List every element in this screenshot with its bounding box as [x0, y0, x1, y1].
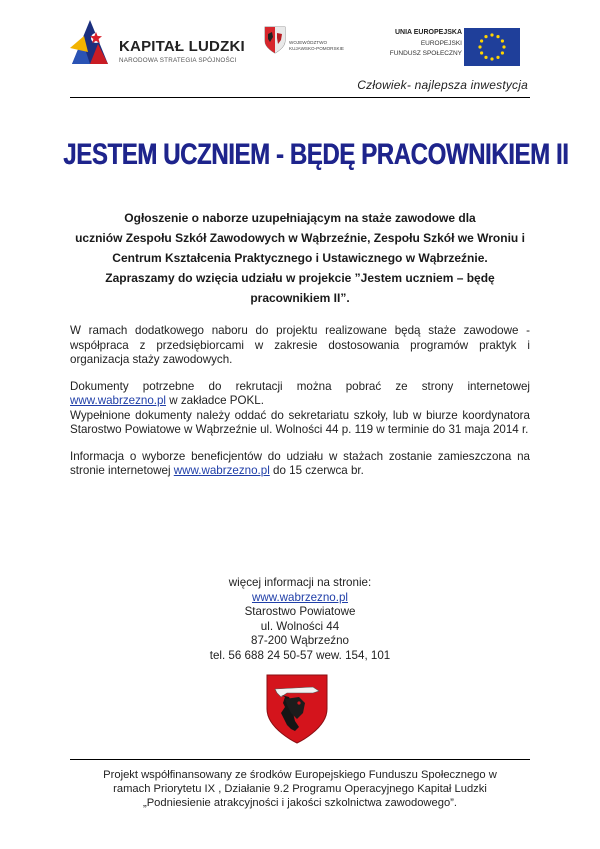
voivodeship-crest-icon [264, 26, 286, 54]
headline [0, 138, 600, 172]
intro-announcement [70, 208, 530, 308]
body-paragraph-1: W ramach dodatkowego naboru do projektu realizowane będą staże zawodowe - współpraca z przedsiębiorcami w zakresie dostosowania programów praktyk i organizacja staży zawodowych. [70, 324, 530, 366]
footer-divider [70, 759, 530, 760]
body-paragraph-4 [70, 450, 530, 479]
intro-line2: uczniów Zespołu Szkół Zawodowych w Wąbrzeźnie, Zespołu Szkół we Wroniu i [75, 231, 525, 245]
contact-street: ul. Wolności 44 [260, 619, 340, 633]
intro-line3: Centrum Kształcenia Praktycznego i Ustawicznego w Wąbrzeźnie. [112, 251, 488, 265]
kapital-ludzki-logo [68, 18, 248, 74]
kapital-ludzki-emblem-icon [68, 18, 114, 68]
wojewodztwo-logo [264, 26, 364, 70]
body-paragraph-3: Wypełnione dokumenty należy oddać do sekretariatu szkoły, lub w biurze koordynatora Starostwo Powiatowe w Wąbrzeźnie ul. Wolności 44 p. 119 w terminie do 31 maja 2014 r. [70, 408, 530, 436]
wojewodztwo-line2: KUJAWSKO-POMORSKIE [289, 46, 344, 51]
body-p2-text: Dokumenty potrzebne do rekrutacji można pobrać ze strony internetowej [70, 379, 530, 393]
body-p2-after: w zakładce POKL. [166, 394, 264, 407]
headline-text: JESTEM UCZNIEM - BĘDĘ PRACOWNIKIEM II [63, 138, 569, 171]
body-p4-text: Informacja o wyborze beneficjentów do udziału w stażach zostanie zamieszczona na stronie internetowej [70, 449, 530, 477]
footer-line1: Projekt współfinansowany ze środków Europejskiego Funduszu Społecznego w [103, 769, 497, 781]
contact-info [0, 576, 600, 663]
body-text [70, 324, 530, 491]
unia-europejska-logo [374, 28, 534, 72]
ue-name-line3: FUNDUSZ SPOŁECZNY [389, 50, 462, 57]
ue-name-line1: UNIA EUROPEJSKA [394, 29, 462, 36]
body-paragraph-2 [70, 380, 530, 409]
header-divider [70, 97, 530, 98]
wojewodztwo-text [289, 40, 344, 52]
kapital-ludzki-subtitle: NARODOWA STRATEGIA SPÓJNOŚCI [119, 57, 237, 64]
slogan: Człowiek- najlepsza inwestycja [357, 78, 528, 92]
intro-line4: Zapraszamy do wzięcia udziału w projekcie ”Jestem uczniem – będę [105, 271, 495, 285]
contact-phone: tel. 56 688 24 50-57 wew. 154, 101 [209, 648, 391, 662]
powiat-coat-of-arms-icon [265, 673, 329, 745]
footer [0, 768, 600, 810]
kapital-ludzki-title: KAPITAŁ LUDZKI [119, 38, 245, 55]
contact-label: więcej informacji na stronie: [228, 576, 372, 589]
header-logos [68, 14, 530, 74]
ue-name-line2: EUROPEJSKI [420, 40, 462, 47]
wojewodztwo-line1: WOJEWÓDZTWO [289, 40, 328, 45]
intro-line5: pracownikiem II”. [250, 291, 350, 305]
contact-city: 87-200 Wąbrzeźno [251, 634, 349, 647]
intro-line1: Ogłoszenie o naborze uzupełniającym na staże zawodowe dla [124, 211, 476, 225]
body-p4-after: do 15 czerwca br. [269, 464, 364, 477]
wabrzezno-link-2[interactable]: www.wabrzezno.pl [173, 464, 270, 477]
contact-org: Starostwo Powiatowe [244, 605, 356, 618]
wabrzezno-link[interactable]: www.wabrzezno.pl [70, 394, 167, 407]
footer-line3: „Podniesienie atrakcyjności i jakości szkolnictwa zawodowego”. [142, 797, 457, 809]
contact-website-link[interactable]: www.wabrzezno.pl [251, 590, 348, 604]
eu-flag-icon [464, 28, 520, 66]
footer-line2: ramach Priorytetu IX , Działanie 9.2 Programu Operacyjnego Kapitał Ludzki [113, 783, 487, 795]
